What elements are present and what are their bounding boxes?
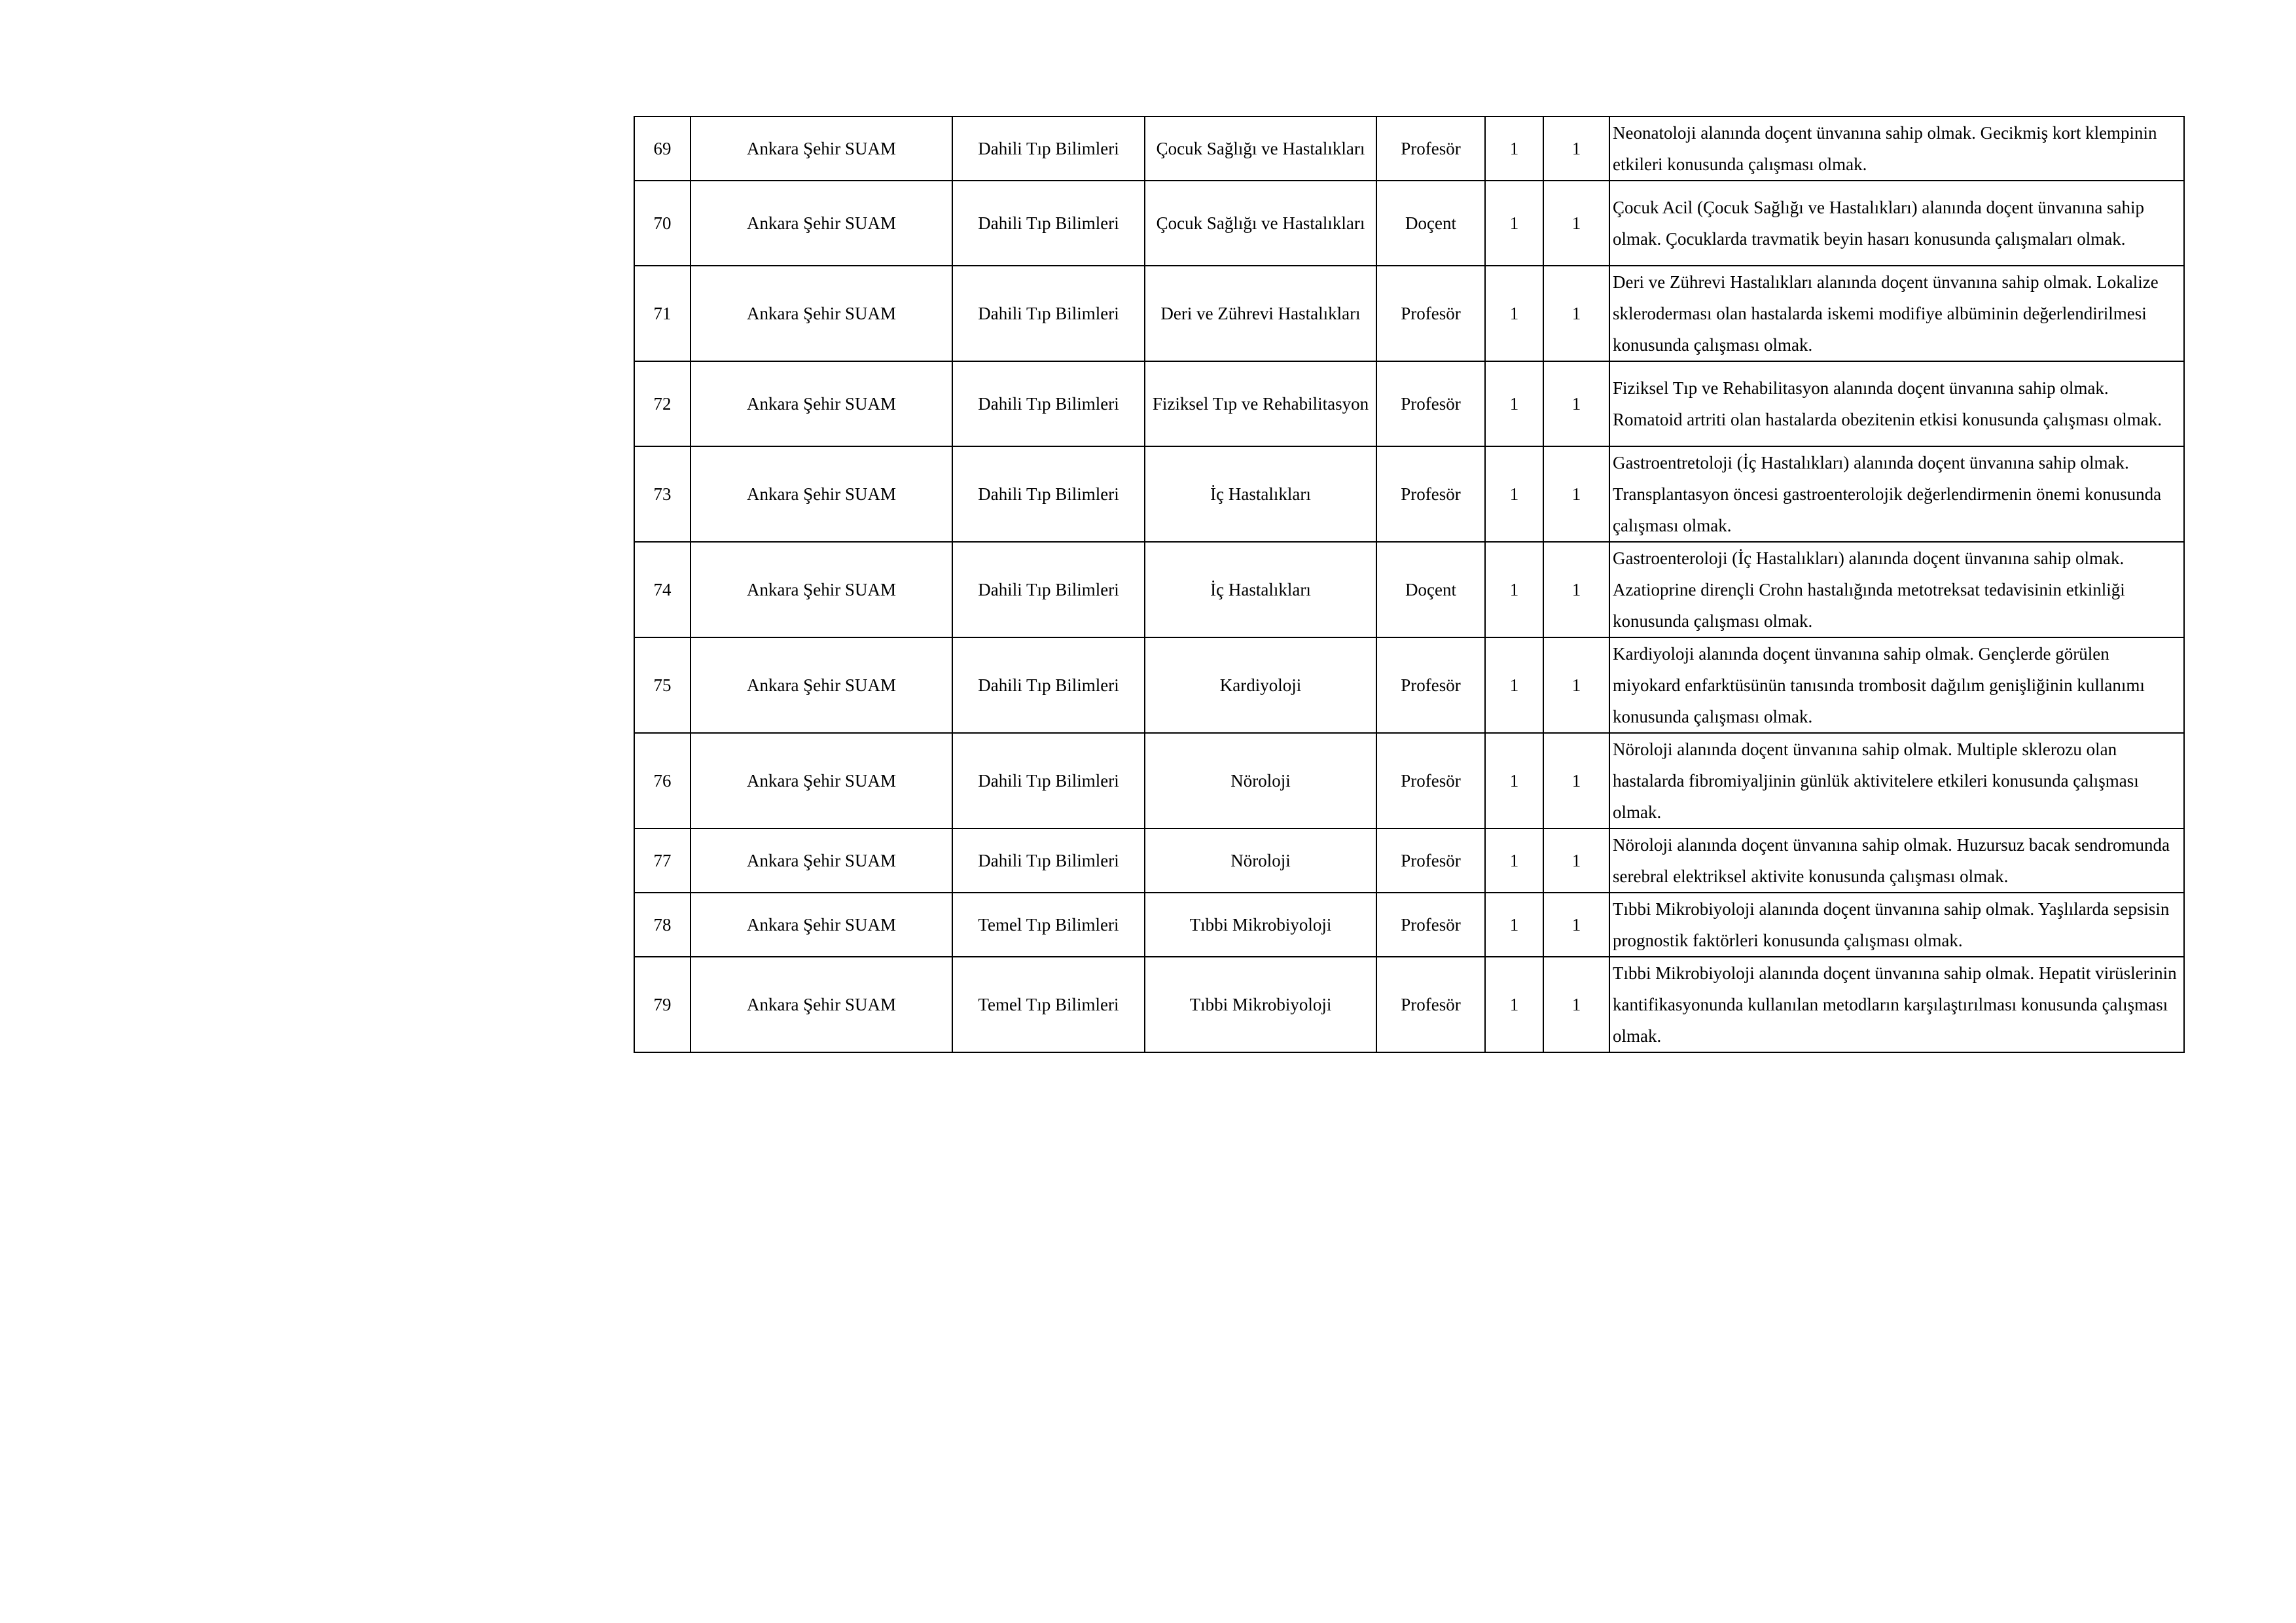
table-row <box>634 542 2184 637</box>
count-cell: 1 <box>1485 446 1543 542</box>
institution-cell: Ankara Şehir SUAM <box>691 446 952 542</box>
count-cell: 1 <box>1543 116 1609 181</box>
academic-title-cell: Profesör <box>1376 957 1485 1052</box>
count-cell: 1 <box>1543 266 1609 361</box>
count-cell: 1 <box>1543 361 1609 446</box>
count-cell: 1 <box>1543 637 1609 733</box>
institution-cell: Ankara Şehir SUAM <box>691 733 952 829</box>
count-cell: 1 <box>1485 542 1543 637</box>
table-row <box>634 893 2184 957</box>
count-cell: 1 <box>1485 893 1543 957</box>
table-row <box>634 181 2184 266</box>
table-row <box>634 446 2184 542</box>
academic-title-cell: Profesör <box>1376 637 1485 733</box>
row-number-cell: 71 <box>634 266 691 361</box>
field-cell: Dahili Tıp Bilimleri <box>952 361 1145 446</box>
academic-title-cell: Profesör <box>1376 893 1485 957</box>
department-cell: Nöroloji <box>1145 829 1376 893</box>
count-cell: 1 <box>1485 116 1543 181</box>
department-cell: İç Hastalıkları <box>1145 542 1376 637</box>
table-row <box>634 361 2184 446</box>
count-cell: 1 <box>1485 957 1543 1052</box>
requirements-cell: Nöroloji alanında doçent ünvanına sahip olmak. Huzursuz bacak sendromunda serebral elektriksel aktivite konusunda çalışması olmak. <box>1609 829 2184 893</box>
row-number-cell: 79 <box>634 957 691 1052</box>
institution-cell: Ankara Şehir SUAM <box>691 893 952 957</box>
academic-title-cell: Doçent <box>1376 181 1485 266</box>
requirements-cell: Gastroenteroloji (İç Hastalıkları) alanında doçent ünvanına sahip olmak. Azatioprine dirençli Crohn hastalığında metotreksat tedavisinin etkinliği konusunda çalışması olmak. <box>1609 542 2184 637</box>
academic-title-cell: Profesör <box>1376 446 1485 542</box>
table-row <box>634 266 2184 361</box>
field-cell: Dahili Tıp Bilimleri <box>952 542 1145 637</box>
field-cell: Temel Tıp Bilimleri <box>952 893 1145 957</box>
count-cell: 1 <box>1543 893 1609 957</box>
row-number-cell: 73 <box>634 446 691 542</box>
count-cell: 1 <box>1543 542 1609 637</box>
table-row <box>634 733 2184 829</box>
field-cell: Dahili Tıp Bilimleri <box>952 181 1145 266</box>
count-cell: 1 <box>1543 829 1609 893</box>
field-cell: Dahili Tıp Bilimleri <box>952 266 1145 361</box>
requirements-cell: Nöroloji alanında doçent ünvanına sahip olmak. Multiple sklerozu olan hastalarda fibromiyaljinin günlük aktivitelere etkileri konusunda çalışması olmak. <box>1609 733 2184 829</box>
institution-cell: Ankara Şehir SUAM <box>691 116 952 181</box>
department-cell: Çocuk Sağlığı ve Hastalıkları <box>1145 181 1376 266</box>
academic-title-cell: Profesör <box>1376 829 1485 893</box>
requirements-cell: Fiziksel Tıp ve Rehabilitasyon alanında doçent ünvanına sahip olmak. Romatoid artriti olan hastalarda obezitenin etkisi konusunda çalışması olmak. <box>1609 361 2184 446</box>
table-body <box>634 116 2184 1052</box>
institution-cell: Ankara Şehir SUAM <box>691 181 952 266</box>
requirements-cell: Deri ve Zührevi Hastalıkları alanında doçent ünvanına sahip olmak. Lokalize skleroderması olan hastalarda iskemi modifiye albüminin değerlendirilmesi konusunda çalışması olmak. <box>1609 266 2184 361</box>
institution-cell: Ankara Şehir SUAM <box>691 361 952 446</box>
positions-table <box>634 116 2185 1053</box>
table-row <box>634 829 2184 893</box>
academic-title-cell: Doçent <box>1376 542 1485 637</box>
academic-title-cell: Profesör <box>1376 116 1485 181</box>
table-row <box>634 957 2184 1052</box>
institution-cell: Ankara Şehir SUAM <box>691 266 952 361</box>
count-cell: 1 <box>1543 181 1609 266</box>
institution-cell: Ankara Şehir SUAM <box>691 637 952 733</box>
count-cell: 1 <box>1543 446 1609 542</box>
table-row <box>634 637 2184 733</box>
count-cell: 1 <box>1543 957 1609 1052</box>
academic-title-cell: Profesör <box>1376 266 1485 361</box>
table-row <box>634 116 2184 181</box>
department-cell: Tıbbi Mikrobiyoloji <box>1145 957 1376 1052</box>
requirements-cell: Kardiyoloji alanında doçent ünvanına sahip olmak. Gençlerde görülen miyokard enfarktüsünün tanısında trombosit dağılım genişliğinin kullanımı konusunda çalışması olmak. <box>1609 637 2184 733</box>
requirements-cell: Gastroentretoloji (İç Hastalıkları) alanında doçent ünvanına sahip olmak. Transplantasyon öncesi gastroenterolojik değerlendirmenin önemi konusunda çalışması olmak. <box>1609 446 2184 542</box>
academic-title-cell: Profesör <box>1376 733 1485 829</box>
row-number-cell: 70 <box>634 181 691 266</box>
department-cell: Çocuk Sağlığı ve Hastalıkları <box>1145 116 1376 181</box>
count-cell: 1 <box>1485 266 1543 361</box>
department-cell: Deri ve Zührevi Hastalıkları <box>1145 266 1376 361</box>
document-page <box>634 116 2185 1053</box>
count-cell: 1 <box>1485 181 1543 266</box>
requirements-cell: Tıbbi Mikrobiyoloji alanında doçent ünvanına sahip olmak. Hepatit virüslerinin kantifikasyonunda kullanılan metodların karşılaştırılması konusunda çalışması olmak. <box>1609 957 2184 1052</box>
row-number-cell: 77 <box>634 829 691 893</box>
department-cell: Fiziksel Tıp ve Rehabilitasyon <box>1145 361 1376 446</box>
count-cell: 1 <box>1485 733 1543 829</box>
field-cell: Dahili Tıp Bilimleri <box>952 733 1145 829</box>
row-number-cell: 74 <box>634 542 691 637</box>
department-cell: Kardiyoloji <box>1145 637 1376 733</box>
field-cell: Temel Tıp Bilimleri <box>952 957 1145 1052</box>
field-cell: Dahili Tıp Bilimleri <box>952 446 1145 542</box>
field-cell: Dahili Tıp Bilimleri <box>952 637 1145 733</box>
department-cell: Tıbbi Mikrobiyoloji <box>1145 893 1376 957</box>
row-number-cell: 69 <box>634 116 691 181</box>
row-number-cell: 78 <box>634 893 691 957</box>
field-cell: Dahili Tıp Bilimleri <box>952 829 1145 893</box>
row-number-cell: 72 <box>634 361 691 446</box>
count-cell: 1 <box>1485 829 1543 893</box>
institution-cell: Ankara Şehir SUAM <box>691 829 952 893</box>
department-cell: İç Hastalıkları <box>1145 446 1376 542</box>
requirements-cell: Çocuk Acil (Çocuk Sağlığı ve Hastalıkları) alanında doçent ünvanına sahip olmak. Çocuklarda travmatik beyin hasarı konusunda çalışmaları olmak. <box>1609 181 2184 266</box>
academic-title-cell: Profesör <box>1376 361 1485 446</box>
department-cell: Nöroloji <box>1145 733 1376 829</box>
count-cell: 1 <box>1485 637 1543 733</box>
field-cell: Dahili Tıp Bilimleri <box>952 116 1145 181</box>
row-number-cell: 75 <box>634 637 691 733</box>
count-cell: 1 <box>1485 361 1543 446</box>
requirements-cell: Tıbbi Mikrobiyoloji alanında doçent ünvanına sahip olmak. Yaşlılarda sepsisin prognostik faktörleri konusunda çalışması olmak. <box>1609 893 2184 957</box>
row-number-cell: 76 <box>634 733 691 829</box>
requirements-cell: Neonatoloji alanında doçent ünvanına sahip olmak. Gecikmiş kort klempinin etkileri konusunda çalışması olmak. <box>1609 116 2184 181</box>
institution-cell: Ankara Şehir SUAM <box>691 957 952 1052</box>
count-cell: 1 <box>1543 733 1609 829</box>
institution-cell: Ankara Şehir SUAM <box>691 542 952 637</box>
